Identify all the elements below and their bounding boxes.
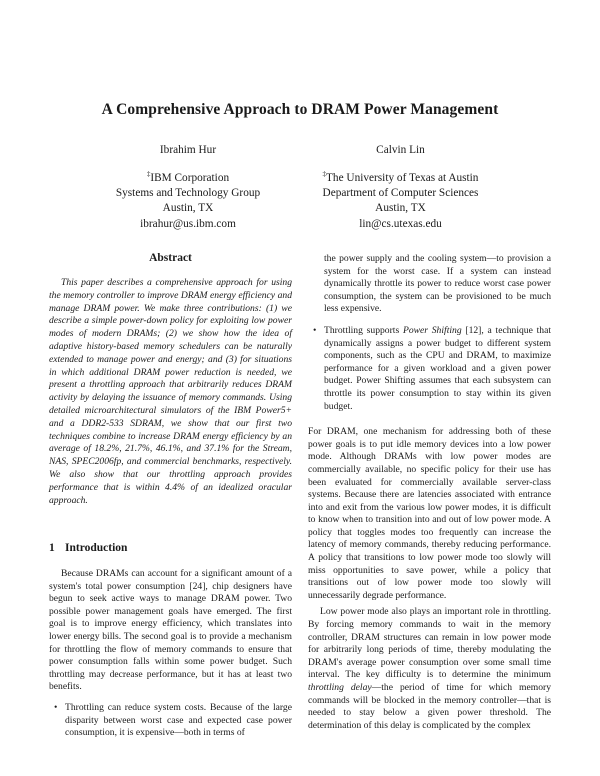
bullet-list xyxy=(308,253,551,413)
affiliation-mark: ‡ xyxy=(322,170,327,179)
abstract-heading: Abstract xyxy=(149,252,192,264)
affiliation-line: The University of Texas at Austin xyxy=(326,171,479,184)
right-column-body xyxy=(308,253,551,732)
author-affiliation xyxy=(283,167,518,186)
author-email: lin@cs.utexas.edu xyxy=(359,217,442,230)
affiliation-line: Austin, TX xyxy=(162,202,214,215)
emphasis: throttling delay xyxy=(308,682,372,693)
affiliation-line: Department of Computer Sciences xyxy=(322,187,479,200)
author-block-2 xyxy=(283,143,518,232)
bullet-list xyxy=(49,702,292,740)
list-item-text: Throttling can reduce system costs. Because of the large disparity between worst case and expected case power consumption, it is expensive—both in terms of xyxy=(65,701,292,739)
list-item-continued xyxy=(308,253,551,316)
list-item-text: Throttling supports xyxy=(324,324,403,336)
affiliation-mark: ‡ xyxy=(146,170,151,179)
section-heading xyxy=(49,542,127,554)
affiliation-line: Systems and Technology Group xyxy=(115,187,261,200)
author-block-1 xyxy=(83,143,293,232)
paper-title: A Comprehensive Approach to DRAM Power Management xyxy=(101,101,499,118)
list-item-text: the power supply and the cooling system—to provision a system for the worst case. If a system can instead dynamically throttle its power to reduce worst case power consumption, the system can be provisioned to be much less expensive. xyxy=(324,253,551,315)
bullet-icon: • xyxy=(54,701,58,713)
author-name: Calvin Lin xyxy=(376,144,425,156)
bullet-icon: • xyxy=(313,324,317,336)
section-number: 1 xyxy=(49,542,55,554)
list-item xyxy=(308,325,551,413)
paragraph-text: —the period of time for which memory commands will be blocked in the memory controller—that is needed to stay below a given power threshold. The determination of this delay is complicated by the complex xyxy=(308,682,551,731)
list-item-text: [12], a technique that dynamically assigns a power budget to different system components, such as the CPU and DRAM, to maximize performance for a given workload and a given power budget. Power Shifting assumes that each subsystem can throttle its power consumption to stay within its given budget. xyxy=(324,324,552,412)
affiliation-line: IBM Corporation xyxy=(150,171,230,184)
author-affiliation xyxy=(83,167,293,186)
author-email: ibrahur@us.ibm.com xyxy=(140,217,236,230)
abstract-body xyxy=(49,277,292,507)
list-item xyxy=(49,702,292,740)
section-title: Introduction xyxy=(65,542,128,554)
paragraph xyxy=(308,606,551,732)
paragraph: Because DRAMs can account for a significant amount of a system's total power consumption [24], chip designers have begun to seek active ways to manage DRAM power. Two possible power management goals have emerged. The first goal is to improve energy efficiency, which translates into lower energy bills. The second goal is to provide a mechanism for throttling the flow of memory commands to ensure that power consumption falls within some power budget. Such throttling may decrease performance, but it has at least two benefits. xyxy=(49,568,292,693)
abstract-text: This paper describes a comprehensive approach for using the memory controller to improve DRAM energy efficiency and manage DRAM power. We make three contributions: (1) we describe a simple power-down policy for exploiting low power modes of modern DRAMs; (2) we show how the idea of adaptive history-based memory schedulers can be naturally extended to manage power and energy; and (3) for situations in which additional DRAM power reduction is needed, we present a throttling approach that arbitrarily reduces DRAM activity by delaying the issuance of memory commands. Using detailed microarchitectural simulators of the IBM Power5+ and a DDR2-533 SDRAM, we show that our first two techniques combine to increase DRAM energy efficiency by an average of 18.2%, 21.7%, 46.1%, and 37.1% for the Stream, NAS, SPEC2006fp, and commercial benchmarks, respectively. We also show that our throttling approach provides performance that is within 4.4% of an idealized oracular approach. xyxy=(49,277,292,506)
paragraph-text: Low power mode also plays an important role in throttling. By forcing memory commands to wait in the memory controller, DRAM structures can remain in low power mode for arbitrarily long periods of time, thereby modulating the DRAM's average power consumption over some small time interval. The key difficulty is to determine the minimum xyxy=(308,606,551,681)
emphasis: Power Shifting xyxy=(402,324,462,336)
author-name: Ibrahim Hur xyxy=(159,144,217,156)
affiliation-line: Austin, TX xyxy=(375,202,426,215)
left-column-body xyxy=(49,568,292,740)
paragraph: For DRAM, one mechanism for addressing both of these power goals is to put idle memory devices into a low power mode. Although DRAMs with low power modes are commercially available, no specific policy for their use has been evaluated for commercially available server-class systems. Because there are latencies associated with entrance into and exit from the various low power modes, it is difficult to know when to transition into and out of low power mode. A policy that toggles modes too frequently can increase the latency of memory commands, thereby reducing performance. A policy that transitions to low power mode too slowly will miss opportunities to save power, while a policy that transitions out of low power mode too slowly will unnecessarily degrade performance. xyxy=(308,426,551,601)
